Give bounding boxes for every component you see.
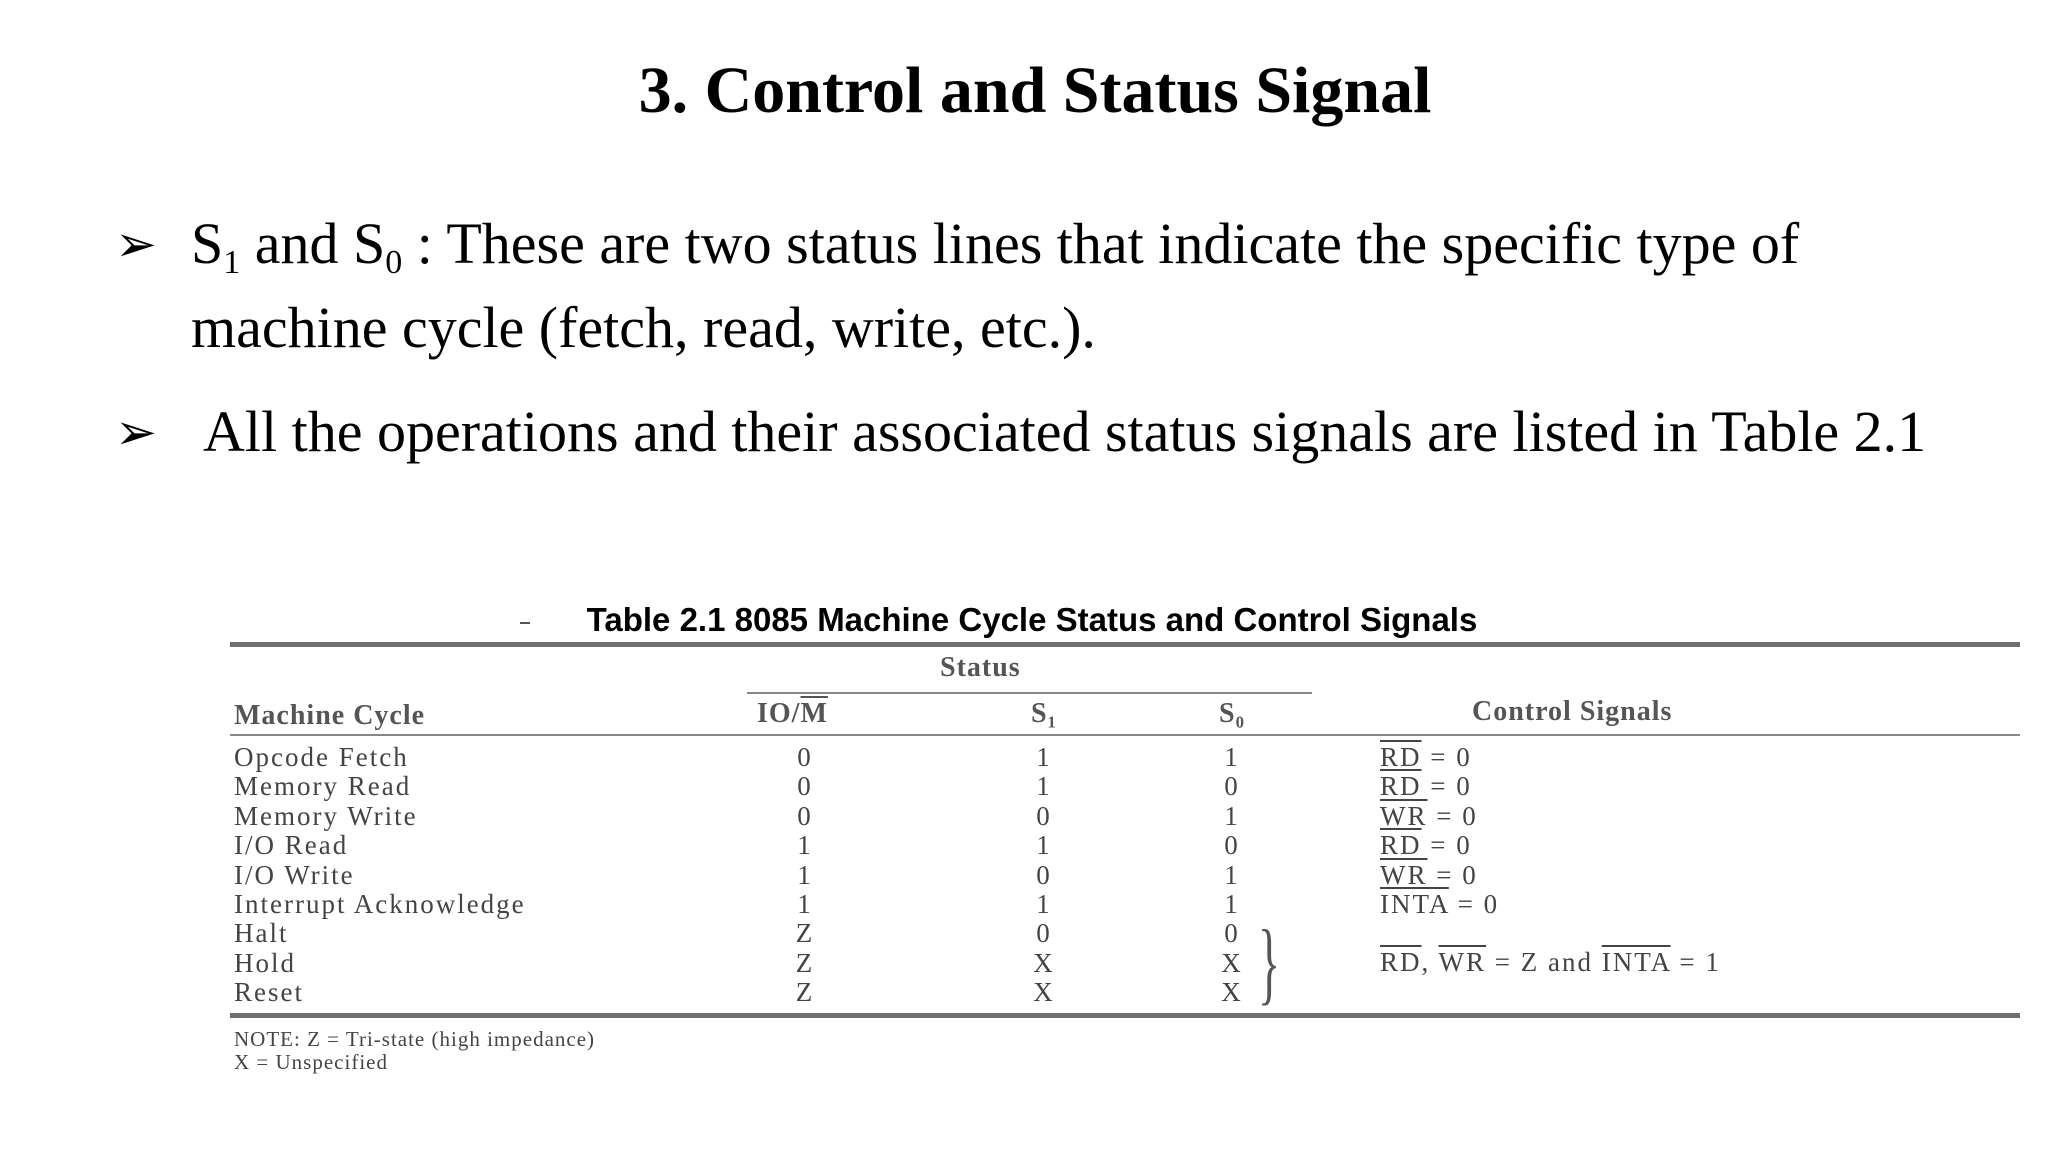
row-s1: 0 (1036, 859, 1052, 890)
row-io-m: 1 (797, 830, 813, 861)
bullet-status-lines (115, 202, 1935, 370)
row-s1: 0 (1036, 800, 1052, 831)
row-machine-cycle: Memory Write (234, 800, 418, 831)
row-control-signal: INTA = 0 (1380, 889, 1500, 919)
row-s0: 0 (1224, 918, 1240, 949)
row-machine-cycle: I/O Write (234, 859, 355, 890)
bullet-text: $S_1$ and $S_0$ : These are two status lines that indicate the specific type of machine cycle (fetch, read, write, etc.). (191, 211, 1800, 360)
page-title: 3. Control and Status Signal (638, 54, 1432, 127)
header-machine-cycle: Machine Cycle (234, 700, 426, 731)
row-control-signal: $\overline{WR} = 0$ (1380, 800, 1478, 831)
row-s1: 1 (1036, 889, 1052, 919)
note-line-1: NOTE: Z = Tri-state (high impedance) (234, 1027, 596, 1051)
group-brace: } (1258, 911, 1281, 1013)
status-group-header: Status (940, 652, 1021, 683)
row-s0: X (1221, 947, 1243, 978)
header-rule (230, 734, 2020, 736)
row-machine-cycle: Hold (234, 947, 296, 978)
header-s0: S₀ (1219, 698, 1245, 729)
row-machine-cycle: Memory Read (234, 771, 412, 802)
row-machine-cycle: I/O Read (234, 830, 349, 861)
row-s0: 0 (1224, 830, 1240, 861)
row-s1: 0 (1036, 918, 1052, 949)
row-s0: 1 (1224, 859, 1240, 890)
row-s0: 1 (1224, 742, 1240, 772)
row-io-m: Z (795, 918, 815, 949)
row-control-signal: $\overline{RD} = 0$ (1380, 830, 1472, 861)
row-s1: X (1033, 947, 1055, 978)
row-s1: 1 (1036, 742, 1052, 772)
row-io-m: 0 (797, 771, 813, 802)
row-s0: 1 (1224, 800, 1240, 831)
header-s1: S₁ (1031, 698, 1057, 729)
row-io-m: 1 (797, 889, 813, 919)
table-caption: Table 2.1 8085 Machine Cycle Status and Control Signals (586, 601, 1478, 638)
row-io-m: Z (795, 977, 815, 1008)
status-signal-table (182, 600, 1912, 1100)
row-s0: 0 (1224, 771, 1240, 802)
row-io-m: 1 (797, 859, 813, 890)
row-io-m: Z (795, 947, 815, 978)
grouped-control-signal: $\overline{RD}$, $\overline{WR} = Z$ and INTA = 1 (1380, 947, 1721, 977)
row-s1: 1 (1036, 830, 1052, 861)
arrow-bullet-icon: ➢ (115, 404, 157, 460)
bullet-table-reference (115, 390, 1935, 474)
row-s1: X (1033, 977, 1055, 1008)
row-s0: X (1221, 977, 1243, 1008)
row-machine-cycle: Interrupt Acknowledge (234, 889, 526, 919)
table-top-rule (230, 642, 2020, 647)
header-control-signals: Control Signals (1472, 696, 1673, 727)
row-machine-cycle: Reset (234, 977, 304, 1008)
row-s0: 1 (1224, 889, 1240, 919)
row-machine-cycle: Halt (234, 918, 289, 949)
row-control-signal: $\overline{WR} = 0$ (1380, 859, 1478, 890)
status-group-rule (747, 692, 1312, 694)
row-s1: 1 (1036, 771, 1052, 802)
note-line-2: X = Unspecified (234, 1050, 388, 1074)
bullet-text: All the operations and their associated status signals are listed in Table 2.1 (203, 399, 1927, 464)
table-note (234, 1028, 595, 1074)
row-control-signal: $\overline{RD} = 0$ (1380, 771, 1472, 802)
header-io-m: $IO/\overline{M}$ (757, 698, 828, 729)
row-control-signal: $\overline{RD} = 0$ (1380, 742, 1472, 772)
row-io-m: 0 (797, 800, 813, 831)
arrow-bullet-icon: ➢ (115, 216, 157, 272)
row-machine-cycle: Opcode Fetch (234, 742, 409, 772)
row-io-m: 0 (797, 742, 813, 772)
table-bottom-rule (230, 1013, 2020, 1018)
